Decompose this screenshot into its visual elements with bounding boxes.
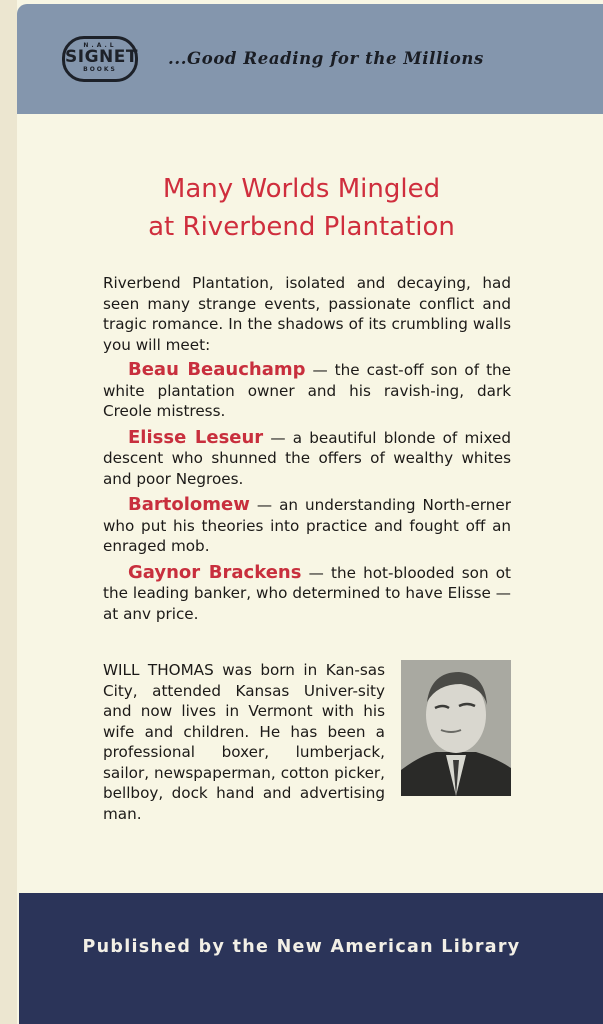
character-entry (103, 360, 511, 422)
author-bio: WILL THOMAS was born in Kan-sas City, attended Kansas Univer-sity and now lives in Vermont with his wife and children. He has been a professional boxer, lumberjack, sailor, newspaperman, cotton picker, bellboy, dock hand and advertising man. (103, 661, 385, 823)
character-description: — the cast-off son of the white plantation owner and his ravish-ing, dark Creole mistress. (103, 361, 511, 420)
author-portrait-image (401, 660, 511, 796)
character-entry (103, 495, 511, 557)
character-list (103, 360, 511, 630)
character-name: Elisse Leseur (128, 426, 264, 448)
page-title (0, 170, 603, 246)
logo-nal: N.A.L (83, 42, 117, 49)
character-description: — the hot-blooded son ot the leading banker, who determined to have Elisse — at anv price. (103, 563, 512, 623)
logo-books: BOOKS (83, 66, 117, 73)
character-name: Beau Beauchamp (128, 359, 306, 380)
character-description: — a beautiful blonde of mixed descent who shunned the offers of wealthy whites and poor Negroes. (103, 428, 511, 488)
publisher-credit: Published by the New American Library (82, 937, 521, 957)
title-line-1: Many Worlds Mingled (162, 174, 441, 204)
character-description: — an understanding North-erner who put his theories into practice and fought off an enraged mob. (103, 496, 511, 555)
title-line-2: at Riverbend Plantation (148, 212, 455, 242)
character-name: Gaynor Brackens (128, 561, 302, 583)
signet-logo (62, 36, 138, 82)
book-spine-edge (0, 0, 17, 1024)
character-entry (103, 563, 511, 625)
intro-paragraph: Riverbend Plantation, isolated and decaying, had seen many strange events, passionate conflict and tragic romance. In the shadows of its crumbling walls you will meet: (103, 274, 511, 354)
logo-signet: SIGNET (65, 47, 138, 67)
character-entry (103, 428, 511, 490)
author-photo (401, 660, 511, 796)
character-name: Bartolomew (128, 494, 250, 515)
slogan: ...Good Reading for the Millions (168, 49, 484, 68)
footer-band (19, 893, 603, 1024)
